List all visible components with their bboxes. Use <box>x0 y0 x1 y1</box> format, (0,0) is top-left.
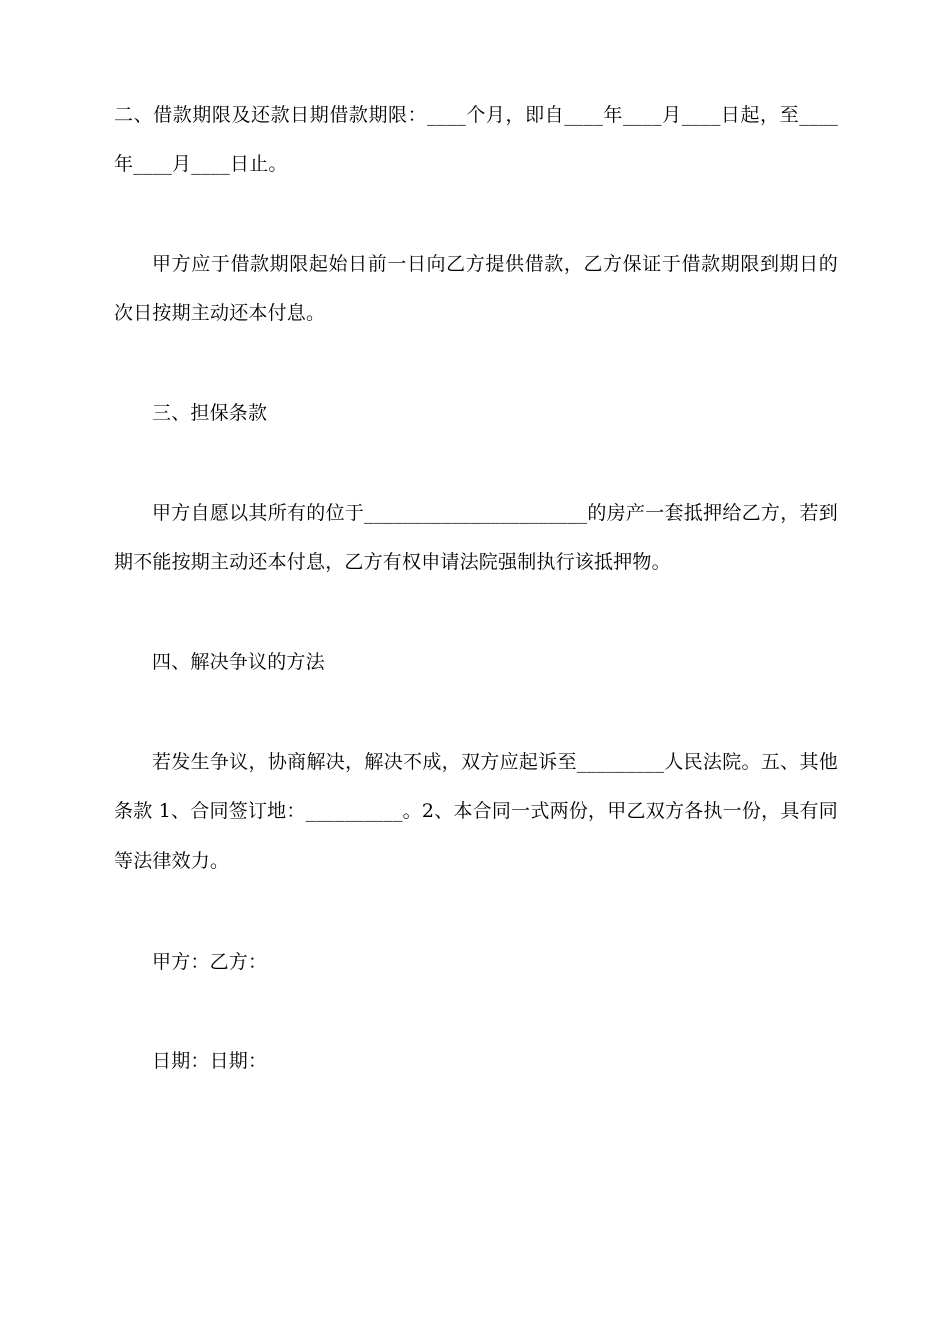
dispute-line1: 若发生争议，协商解决，解决不成，双方应起诉至_________人民法院。五、其他 <box>152 751 838 773</box>
section2-line2: 年____月____日止。 <box>114 153 288 175</box>
dispute-line3: 等法律效力。 <box>114 850 230 872</box>
signature-dates: 日期：日期： <box>152 1050 268 1072</box>
guarantee-line1: 甲方自愿以其所有的位于_______________________的房产一套抵押给乙方，若到 <box>152 502 838 524</box>
dispute-line2: 条款 1、合同签订地：__________。2、本合同一式两份，甲乙双方各执一份，具有同 <box>114 800 838 822</box>
guarantee-line2: 期不能按期主动还本付息，乙方有权申请法院强制执行该抵押物。 <box>114 551 671 573</box>
obligation-line2: 次日按期主动还本付息。 <box>114 302 326 324</box>
section4-heading: 四、解决争议的方法 <box>152 651 325 673</box>
signature-parties: 甲方：乙方： <box>152 951 268 973</box>
section2-line1: 二、借款期限及还款日期借款期限：____个月，即自____年____月____日起，至____ <box>114 104 838 126</box>
section3-heading: 三、担保条款 <box>152 402 268 424</box>
obligation-line1: 甲方应于借款期限起始日前一日向乙方提供借款，乙方保证于借款期限到期日的 <box>152 253 838 275</box>
